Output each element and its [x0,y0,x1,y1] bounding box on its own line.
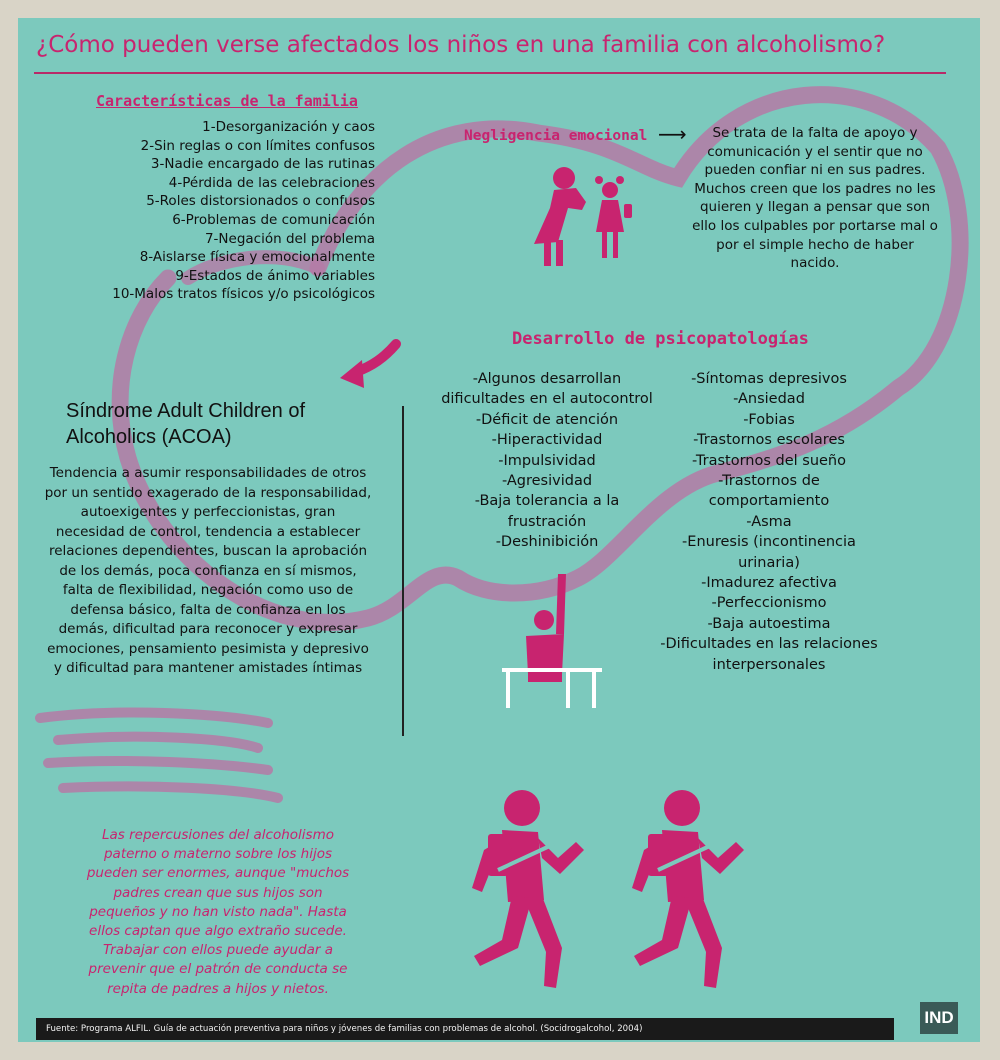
acoa-title: Síndrome Adult Children of Alcoholics (ACOA) [66,400,306,448]
list-item: 3-Nadie encargado de las rutinas [150,156,375,173]
list-item: -Baja autoestima [707,615,831,632]
curved-arrow-icon [334,338,404,398]
list-item: -Ansiedad [733,391,805,408]
list-item: -Impulsividad [498,452,596,469]
family-heading: Características de la familia [96,92,358,110]
list-item: 1-Desorganización y caos [202,119,375,135]
running-child-icon [458,788,588,998]
list-item: 5-Roles distorsionados o confusos [146,193,375,210]
list-item: 10-Malos tratos físicos y/o psicológicos [112,286,375,303]
acoa-description: Tendencia a asumir responsabilidades de otros por un sentido exagerado de la responsabilidad, autoexigentes y perfeccionistas, gran necesidad de control, tendencia a establecer relaciones dependientes, buscan la aprobación de los demás, poca confianza en sí mismos, falta de flexibilidad, negación como uso de defensa básico, falta de confianza en los demás, dificultad para reconocer y expresar emociones, pensamiento pesimista y depresivo y dificultad para mantener amistades íntimas [44,465,372,676]
list-item: -Baja tolerancia a la [474,493,620,510]
list-item: -Hiperactividad [491,432,603,449]
student-raising-hand-icon [498,574,608,714]
list-item: -Algunos desarrollan [472,371,622,387]
list-item: -Dificultades en las relaciones [660,636,878,653]
list-item: -Trastornos del sueño [691,452,846,469]
list-item: -Déficit de atención [475,411,619,428]
list-item: -Perfeccionismo [711,595,827,612]
list-item: -Deshinibición [495,534,599,551]
list-item: -Enuresis (incontinencia [682,534,856,551]
neglect-heading: Negligencia emocional [464,128,648,144]
list-item: 6-Problemas de comunicación [172,211,375,228]
page-title: ¿Cómo pueden verse afectados los niños en una familia con alcoholismo? [36,32,886,58]
psychopathologies-right-list [638,369,900,675]
list-item: comportamiento [708,493,830,510]
list-item: 2-Sin reglas o con límites confusos [140,137,375,154]
list-item: interpersonales [712,656,826,673]
list-item: 7-Negación del problema [204,230,375,247]
list-item: 8-Aislarse física y emocionalmente [139,249,375,266]
list-item: -Fobias [743,411,795,428]
list-item: 9-Estados de ánimo variables [175,267,375,284]
family-list [28,118,375,304]
list-item: -Trastornos escolares [693,432,845,449]
list-item: -Síntomas depresivos [691,371,847,387]
list-item: -Imadurez afectiva [701,575,837,592]
infographic-panel [18,18,980,1042]
list-item: dificultades en el autocontrol [441,391,653,408]
list-item: 4-Pérdida de las celebraciones [168,174,375,191]
closing-quote: Las repercusiones del alcoholismo paterno o materno sobre los hijos pueden ser enormes, aunque "muchos padres crean que sus hijos son pequeños y no han visto nada". Hasta ellos captan que algo extraño sucede. Trabajar con ellos puede ayudar a prevenir que el patrón de conducta se repita de padres a hijos y nietos. [86,827,350,997]
list-item: -Asma [746,513,792,530]
acoa-divider [402,406,404,736]
mother-child-icon [524,152,644,270]
arrow-right-icon: ⟶ [658,122,687,146]
title-divider [34,72,946,74]
source-footer: Fuente: Programa ALFIL. Guía de actuación preventiva para niños y jóvenes de familias con problemas de alcohol. (Socidrogalcohol, 2004) [36,1018,894,1040]
list-item: frustración [507,513,587,530]
list-item: -Agresividad [501,473,593,490]
list-item: -Trastornos de [718,473,820,490]
psychopathologies-heading: Desarrollo de psicopatologías [512,329,809,349]
running-child-icon [618,788,748,998]
publisher-logo: IND [920,1002,958,1034]
list-item: urinaria) [738,554,800,571]
neglect-text: Se trata de la falta de apoyo y comunicación y el sentir que no pueden confiar ni en sus padres. Muchos creen que los padres no les quieren y llegan a pensar que son ello los culpables por portarse mal o por el simple hecho de haber nacido. [692,125,938,272]
